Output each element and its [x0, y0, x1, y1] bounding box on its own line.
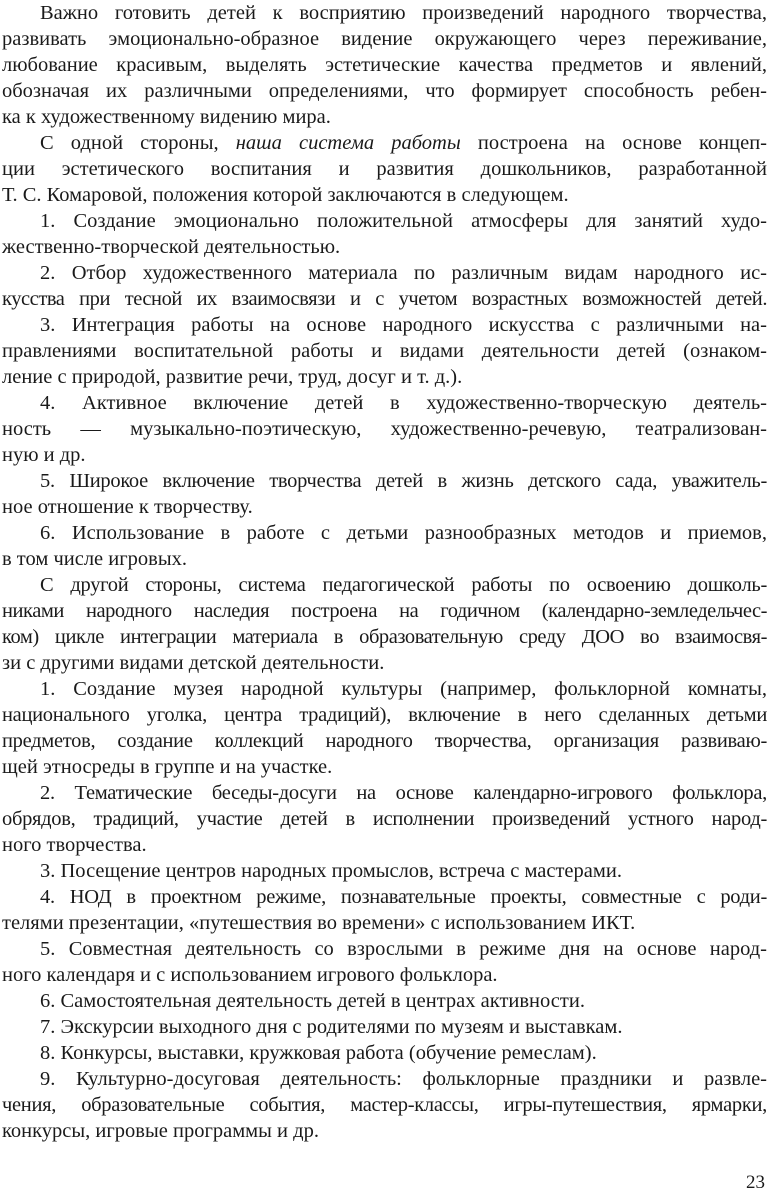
text-line: 2. Отбор художественного материала по различным видам народного ис- — [40, 262, 767, 284]
text-line: 7. Экскурсии выходного дня с родителями по музеям и выставкам. — [40, 1016, 623, 1038]
text-line: ную и др. — [2, 444, 86, 466]
text-line: 3. Интеграция работы на основе народного искусства с различными на- — [40, 314, 767, 336]
text-line: 6. Самостоятельная деятельность детей в центрах активности. — [40, 990, 585, 1012]
list-item-b6 — [2, 988, 767, 1014]
text-line: конкурсы, игровые программы и др. — [2, 1120, 319, 1142]
text-line: С другой стороны, система педагогической работы по освоению дошколь- — [40, 574, 767, 596]
text-line: телями презентации, «путешествия во времени» с использованием ИКТ. — [2, 912, 636, 934]
text-line: обозначая их различными определениями, что формирует способность ребен- — [2, 80, 767, 102]
list-item-2 — [2, 260, 767, 312]
text-line: правлениями воспитательной работы и видами деятельности детей (ознаком- — [2, 340, 767, 362]
text-line: национального уголка, центра традиций), включение в него сделанных детьми — [2, 704, 767, 726]
text-line: ного календаря и с использованием игрового фольклора. — [2, 964, 498, 986]
text-line: 5. Широкое включение творчества детей в жизнь детского сада, уважитель- — [40, 470, 767, 492]
document-page — [2, 0, 767, 1144]
text-line: жественно-творческой деятельностью. — [2, 236, 341, 258]
text-line: в том числе игровых. — [2, 548, 187, 570]
text-line: 8. Конкурсы, выставки, кружковая работа (обучение ремеслам). — [40, 1042, 597, 1064]
paragraph-other-side — [2, 572, 767, 676]
text-line: ции эстетического воспитания и развития дошкольников, разработанной — [2, 158, 767, 180]
text-line: чения, образовательные события, мастер-классы, игры-путешествия, ярмарки, — [2, 1094, 767, 1116]
text-line: 5. Совместная деятельность со взрослыми в режиме дня на основе народ- — [40, 938, 767, 960]
text-run: построена на основе концеп- — [460, 132, 767, 154]
text-line: 6. Использование в работе с детьми разнообразных методов и приемов, — [40, 522, 767, 544]
list-item-b3 — [2, 858, 767, 884]
list-item-6 — [2, 520, 767, 572]
list-item-b7 — [2, 1014, 767, 1040]
text-line: обрядов, традиций, участие детей в исполнении произведений устного народ- — [2, 808, 767, 830]
list-item-5 — [2, 468, 767, 520]
text-run: С одной стороны, — [40, 132, 236, 154]
text-line: зи с другими видами детской деятельности. — [2, 652, 385, 674]
text-line: Т. С. Комаровой, положения которой заключаются в следующем. — [2, 184, 569, 206]
list-item-1 — [2, 208, 767, 260]
text-line: развивать эмоционально-образное видение окружающего через переживание, — [2, 28, 767, 50]
text-line: любование красивым, выделять эстетические качества предметов и явлений, — [2, 54, 767, 76]
text-line: щей этносреды в группе и на участке. — [2, 756, 333, 778]
text-line: 2. Тематические беседы-досуги на основе календарно-игрового фольклора, — [40, 782, 767, 804]
list-item-b8 — [2, 1040, 767, 1066]
text-line: ком) цикле интеграции материала в образовательную среду ДОО во взаимосвя- — [2, 626, 767, 648]
text-line: ление с природой, развитие речи, труд, досуг и т. д.). — [2, 366, 463, 388]
page-number: 23 — [746, 1172, 765, 1193]
text-line: 4. НОД в проектном режиме, познавательные проекты, совместные с роди- — [40, 886, 767, 908]
text-line: кусства при тесной их взаимосвязи и с учетом возрастных возможностей детей. — [2, 288, 767, 310]
italic-emphasis: наша система работы — [235, 132, 461, 154]
text-line: ного творчества. — [2, 834, 147, 856]
text-line: никами народного наследия построена на годичном (календарно-земледельчес- — [2, 600, 767, 622]
text-line — [2, 130, 767, 156]
text-line: 1. Создание музея народной культуры (например, фольклорной комнаты, — [40, 678, 767, 700]
text-line: Важно готовить детей к восприятию произведений народного творчества, — [40, 2, 767, 24]
paragraph-system-of-work — [2, 130, 767, 208]
list-item-b9 — [2, 1066, 767, 1144]
text-line: 3. Посещение центров народных промыслов, встреча с мастерами. — [40, 860, 622, 882]
list-item-b4 — [2, 884, 767, 936]
paragraph-intro — [2, 0, 767, 130]
list-item-b2 — [2, 780, 767, 858]
text-line: ность — музыкально-поэтическую, художественно-речевую, театрализован- — [2, 418, 767, 440]
text-line: 1. Создание эмоционально положительной атмосферы для занятий худо- — [40, 210, 767, 232]
text-line: предметов, создание коллекций народного творчества, организация развиваю- — [2, 730, 767, 752]
text-line: 4. Активное включение детей в художественно-творческую деятель- — [40, 392, 767, 414]
list-item-3 — [2, 312, 767, 390]
list-item-b1 — [2, 676, 767, 780]
list-item-4 — [2, 390, 767, 468]
text-line: 9. Культурно-досуговая деятельность: фольклорные праздники и развле- — [40, 1068, 767, 1090]
text-line: ка к художественному видению мира. — [2, 106, 331, 128]
list-item-b5 — [2, 936, 767, 988]
text-line: ное отношение к творчеству. — [2, 496, 253, 518]
